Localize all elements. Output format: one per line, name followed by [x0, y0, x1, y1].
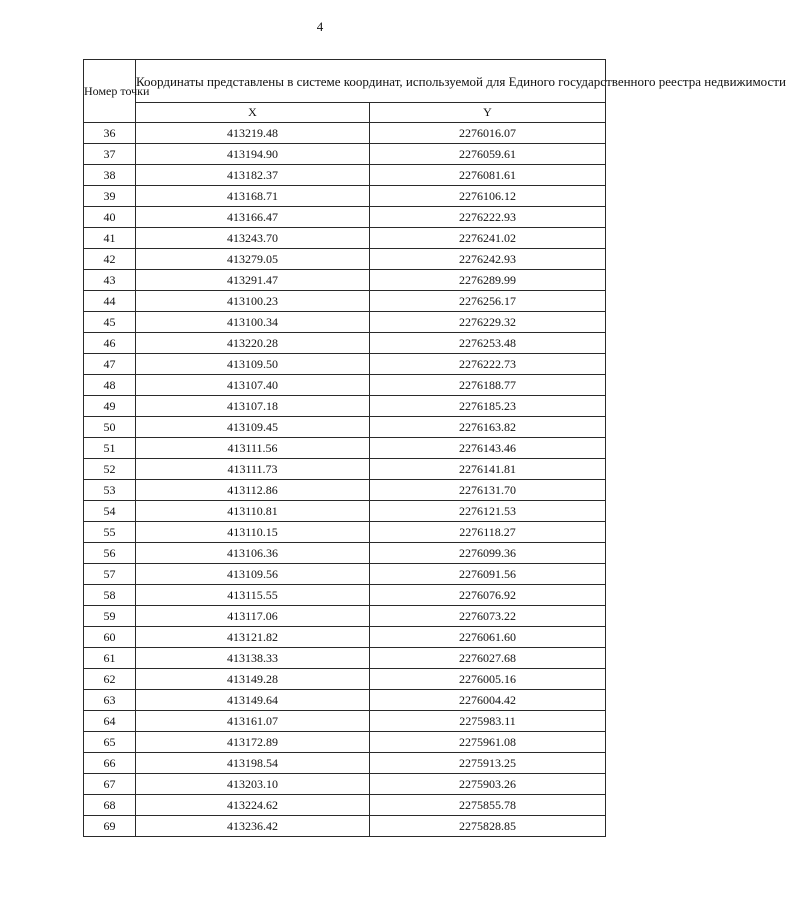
y-coordinate-cell: 2276289.99 [370, 270, 606, 291]
table-row [84, 753, 606, 774]
y-coordinate-cell: 2275855.78 [370, 795, 606, 816]
header-axis-row [84, 103, 606, 123]
y-coordinate-cell: 2276253.48 [370, 333, 606, 354]
point-number-cell: 62 [84, 669, 136, 690]
y-coordinate-cell: 2276076.92 [370, 585, 606, 606]
x-coordinate-cell: 413198.54 [136, 753, 370, 774]
x-coordinate-cell: 413115.55 [136, 585, 370, 606]
point-number-cell: 55 [84, 522, 136, 543]
x-coordinate-cell: 413149.28 [136, 669, 370, 690]
x-coordinate-cell: 413107.18 [136, 396, 370, 417]
y-coordinate-cell: 2275828.85 [370, 816, 606, 837]
table-row [84, 312, 606, 333]
header-row [84, 60, 606, 103]
y-coordinate-cell: 2276121.53 [370, 501, 606, 522]
point-number-cell: 64 [84, 711, 136, 732]
y-coordinate-cell: 2275961.08 [370, 732, 606, 753]
x-coordinate-cell: 413109.50 [136, 354, 370, 375]
table-row [84, 354, 606, 375]
y-coordinate-cell: 2276016.07 [370, 123, 606, 144]
point-number-cell: 56 [84, 543, 136, 564]
point-number-cell: 50 [84, 417, 136, 438]
table-row [84, 207, 606, 228]
x-coordinate-cell: 413149.64 [136, 690, 370, 711]
y-coordinate-cell: 2276131.70 [370, 480, 606, 501]
table-row [84, 774, 606, 795]
x-coordinate-cell: 413166.47 [136, 207, 370, 228]
x-coordinate-cell: 413224.62 [136, 795, 370, 816]
y-coordinate-cell: 2276143.46 [370, 438, 606, 459]
point-number-cell: 66 [84, 753, 136, 774]
table-row [84, 438, 606, 459]
table-row [84, 711, 606, 732]
y-coordinate-cell: 2276061.60 [370, 627, 606, 648]
point-number-cell: 57 [84, 564, 136, 585]
point-number-cell: 53 [84, 480, 136, 501]
table-row [84, 606, 606, 627]
x-coordinate-cell: 413109.45 [136, 417, 370, 438]
point-number-cell: 54 [84, 501, 136, 522]
point-number-cell: 37 [84, 144, 136, 165]
point-number-cell: 47 [84, 354, 136, 375]
x-coordinate-cell: 413106.36 [136, 543, 370, 564]
table-row [84, 480, 606, 501]
x-coordinate-cell: 413110.15 [136, 522, 370, 543]
table-row [84, 816, 606, 837]
header-coordinate-system: Координаты представлены в системе координат, используемой для Единого государственного реестра недвижимости [136, 60, 606, 103]
x-coordinate-cell: 413172.89 [136, 732, 370, 753]
x-coordinate-cell: 413161.07 [136, 711, 370, 732]
header-point-number: Номер точки [84, 60, 136, 123]
y-coordinate-cell: 2276005.16 [370, 669, 606, 690]
y-coordinate-cell: 2276256.17 [370, 291, 606, 312]
y-coordinate-cell: 2275913.25 [370, 753, 606, 774]
y-coordinate-cell: 2276073.22 [370, 606, 606, 627]
x-coordinate-cell: 413111.56 [136, 438, 370, 459]
table-row [84, 144, 606, 165]
point-number-cell: 59 [84, 606, 136, 627]
table-row [84, 669, 606, 690]
point-number-cell: 48 [84, 375, 136, 396]
table-body [84, 123, 606, 837]
table-header [84, 60, 786, 123]
x-coordinate-cell: 413110.81 [136, 501, 370, 522]
table-row [84, 270, 606, 291]
table-row [84, 165, 606, 186]
y-coordinate-cell: 2276163.82 [370, 417, 606, 438]
point-number-cell: 41 [84, 228, 136, 249]
table-row [84, 396, 606, 417]
point-number-cell: 68 [84, 795, 136, 816]
point-number-cell: 44 [84, 291, 136, 312]
x-coordinate-cell: 413236.42 [136, 816, 370, 837]
header-x: X [136, 103, 370, 123]
y-coordinate-cell: 2276118.27 [370, 522, 606, 543]
point-number-cell: 60 [84, 627, 136, 648]
table-row [84, 690, 606, 711]
point-number-cell: 67 [84, 774, 136, 795]
point-number-cell: 43 [84, 270, 136, 291]
y-coordinate-cell: 2276141.81 [370, 459, 606, 480]
table-row [84, 249, 606, 270]
table-row [84, 186, 606, 207]
y-coordinate-cell: 2276099.36 [370, 543, 606, 564]
table-row [84, 501, 606, 522]
x-coordinate-cell: 413111.73 [136, 459, 370, 480]
point-number-cell: 61 [84, 648, 136, 669]
y-coordinate-cell: 2276004.42 [370, 690, 606, 711]
x-coordinate-cell: 413194.90 [136, 144, 370, 165]
table-row [84, 732, 606, 753]
table-row [84, 522, 606, 543]
x-coordinate-cell: 413182.37 [136, 165, 370, 186]
y-coordinate-cell: 2276027.68 [370, 648, 606, 669]
table-row [84, 795, 606, 816]
table-row [84, 375, 606, 396]
coordinates-table [83, 59, 786, 837]
table-row [84, 228, 606, 249]
point-number-cell: 46 [84, 333, 136, 354]
point-number-cell: 51 [84, 438, 136, 459]
y-coordinate-cell: 2275983.11 [370, 711, 606, 732]
table-row [84, 627, 606, 648]
y-coordinate-cell: 2276188.77 [370, 375, 606, 396]
table-row [84, 564, 606, 585]
y-coordinate-cell: 2275903.26 [370, 774, 606, 795]
table-row [84, 459, 606, 480]
y-coordinate-cell: 2276106.12 [370, 186, 606, 207]
y-coordinate-cell: 2276242.93 [370, 249, 606, 270]
x-coordinate-cell: 413203.10 [136, 774, 370, 795]
y-coordinate-cell: 2276222.93 [370, 207, 606, 228]
y-coordinate-cell: 2276229.32 [370, 312, 606, 333]
table-row [84, 123, 606, 144]
point-number-cell: 69 [84, 816, 136, 837]
x-coordinate-cell: 413109.56 [136, 564, 370, 585]
x-coordinate-cell: 413219.48 [136, 123, 370, 144]
x-coordinate-cell: 413100.34 [136, 312, 370, 333]
page-number: 4 [316, 19, 324, 34]
x-coordinate-cell: 413138.33 [136, 648, 370, 669]
y-coordinate-cell: 2276241.02 [370, 228, 606, 249]
point-number-cell: 45 [84, 312, 136, 333]
point-number-cell: 39 [84, 186, 136, 207]
point-number-cell: 36 [84, 123, 136, 144]
x-coordinate-cell: 413117.06 [136, 606, 370, 627]
x-coordinate-cell: 413291.47 [136, 270, 370, 291]
header-y: Y [370, 103, 606, 123]
point-number-cell: 52 [84, 459, 136, 480]
point-number-cell: 38 [84, 165, 136, 186]
table-row [84, 417, 606, 438]
x-coordinate-cell: 413243.70 [136, 228, 370, 249]
table-row [84, 543, 606, 564]
x-coordinate-cell: 413112.86 [136, 480, 370, 501]
y-coordinate-cell: 2276081.61 [370, 165, 606, 186]
point-number-cell: 65 [84, 732, 136, 753]
point-number-cell: 58 [84, 585, 136, 606]
y-coordinate-cell: 2276185.23 [370, 396, 606, 417]
x-coordinate-cell: 413107.40 [136, 375, 370, 396]
x-coordinate-cell: 413100.23 [136, 291, 370, 312]
point-number-cell: 40 [84, 207, 136, 228]
table-row [84, 291, 606, 312]
table-row [84, 648, 606, 669]
x-coordinate-cell: 413121.82 [136, 627, 370, 648]
x-coordinate-cell: 413279.05 [136, 249, 370, 270]
y-coordinate-cell: 2276222.73 [370, 354, 606, 375]
point-number-cell: 63 [84, 690, 136, 711]
table-row [84, 333, 606, 354]
y-coordinate-cell: 2276059.61 [370, 144, 606, 165]
x-coordinate-cell: 413168.71 [136, 186, 370, 207]
point-number-cell: 49 [84, 396, 136, 417]
point-number-cell: 42 [84, 249, 136, 270]
table-row [84, 585, 606, 606]
y-coordinate-cell: 2276091.56 [370, 564, 606, 585]
x-coordinate-cell: 413220.28 [136, 333, 370, 354]
